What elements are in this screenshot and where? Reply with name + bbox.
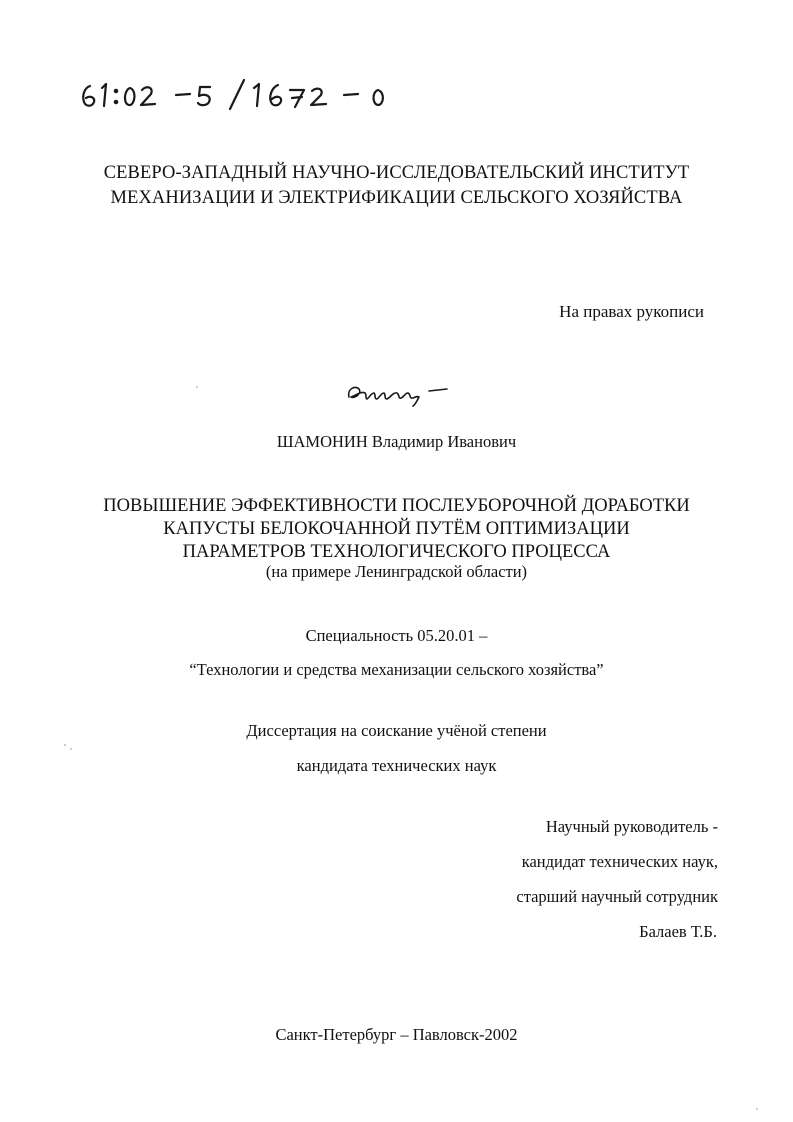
scan-speck bbox=[196, 386, 198, 388]
title-line-2: КАПУСТЫ БЕЛОКОЧАННОЙ ПУТЁМ ОПТИМИЗАЦИИ bbox=[163, 519, 630, 539]
institute-line-1: СЕВЕРО-ЗАПАДНЫЙ НАУЧНО-ИССЛЕДОВАТЕЛЬСКИЙ ИНСТИТУТ bbox=[103, 163, 690, 183]
supervisor-block bbox=[358, 816, 718, 956]
scan-speck bbox=[756, 1108, 758, 1110]
specialty-name: “Технологии и средства механизации сельского хозяйства” bbox=[189, 660, 604, 679]
scan-speck bbox=[64, 744, 66, 746]
archive-code-handwritten bbox=[78, 74, 408, 114]
title-line-3: ПАРАМЕТРОВ ТЕХНОЛОГИЧЕСКОГО ПРОЦЕССА bbox=[182, 542, 611, 562]
specialty-code: Специальность 05.20.01 – bbox=[305, 626, 488, 645]
dissertation-title bbox=[0, 495, 793, 564]
supervisor-role: Научный руководитель - bbox=[545, 817, 718, 836]
institute-line-2: МЕХАНИЗАЦИИ И ЭЛЕКТРИФИКАЦИИ СЕЛЬСКОГО ХОЗЯЙСТВА bbox=[110, 188, 683, 208]
manuscript-rights: На правах рукописи bbox=[559, 302, 704, 321]
author-name: ШАМОНИН Владимир Иванович bbox=[276, 432, 517, 451]
scan-speck bbox=[70, 748, 72, 750]
title-line-1: ПОВЫШЕНИЕ ЭФФЕКТИВНОСТИ ПОСЛЕУБОРОЧНОЙ ДОРАБОТКИ bbox=[103, 496, 690, 516]
supervisor-title: старший научный сотрудник bbox=[516, 887, 718, 906]
author-signature bbox=[343, 375, 473, 409]
archive-code-ink-icon bbox=[78, 74, 408, 114]
degree-statement: кандидата технических наук bbox=[296, 756, 497, 775]
title-subtitle: (на примере Ленинградской области) bbox=[265, 562, 528, 581]
city-and-year: Санкт-Петербург – Павловск-2002 bbox=[275, 1025, 518, 1044]
supervisor-name: Балаев Т.Б. bbox=[639, 922, 717, 941]
institute-name bbox=[0, 161, 793, 211]
supervisor-degree: кандидат технических наук, bbox=[521, 852, 718, 871]
dissertation-statement: Диссертация на соискание учёной степени bbox=[246, 721, 547, 740]
signature-icon bbox=[343, 375, 473, 409]
